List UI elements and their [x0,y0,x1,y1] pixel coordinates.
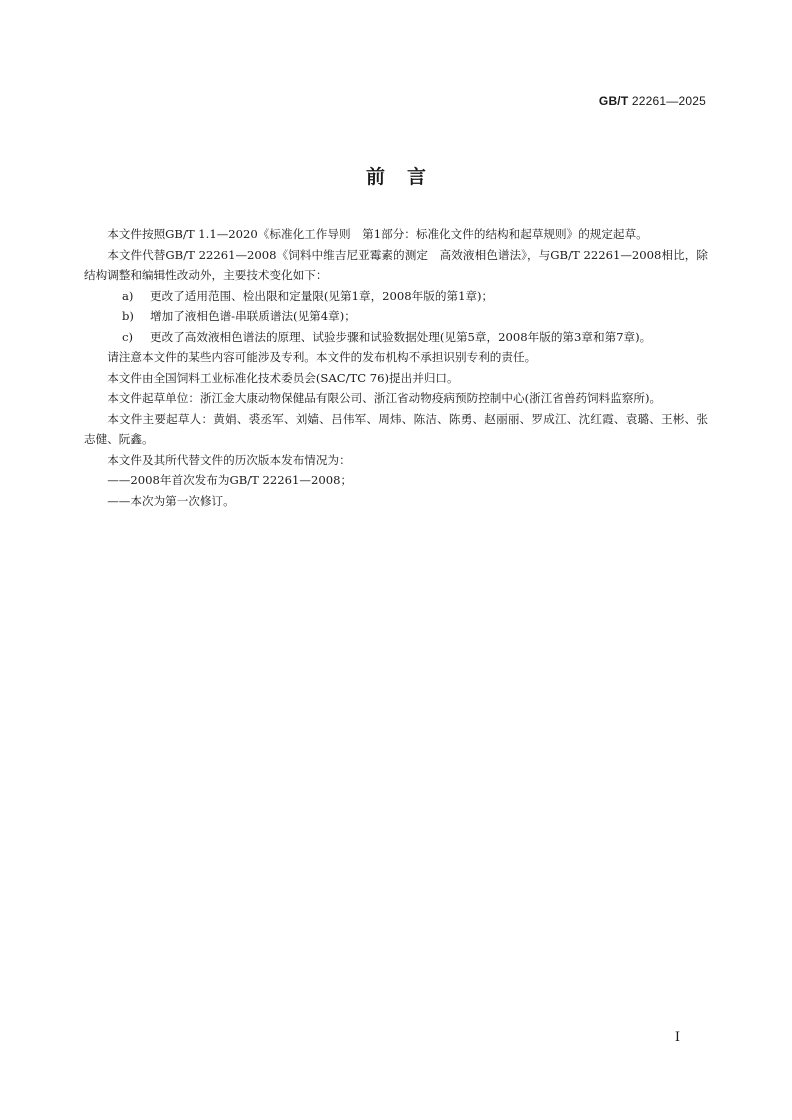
standard-code-prefix: GB/T [598,94,629,108]
standard-code [599,94,706,108]
list-item-text: 增加了液相色谱-串联质谱法(见第4章)； [150,309,356,323]
list-item-text: 更改了适用范围、检出限和定量限(见第1章，2008年版的第1章)； [150,288,494,303]
paragraph-patent-notice: 请注意本文件的某些内容可能涉及专利。本文件的发布机构不承担识别专利的责任。 [107,350,537,364]
list-item-text: 更改了高效液相色谱法的原理、试验步骤和试验数据处理(见第5章，2008年版的第3章和第7章)。 [150,329,652,344]
paragraph-proposer: 本文件由全国饲料工业标准化技术委员会(SAC/TC 76)提出并归口。 [107,370,459,385]
page-number: I [674,1030,680,1045]
paragraph-drafting-rules: 本文件按照GB/T 1.1—2020《标准化工作导则 第1部分：标准化文件的结构和起草规则》的规定起草。 [107,227,648,241]
version-history-item: ——2008年首次发布为GB/T 22261—2008； [107,473,353,487]
paragraph-drafters: 本文件主要起草人：黄娟、裘丞军、刘嫱、吕伟军、周炜、陈洁、陈勇、赵丽丽、罗成江、沈红霞、袁璐、王彬、张志健、阮鑫。 [84,411,708,446]
paragraph-replacement: 本文件代替GB/T 22261—2008《饲料中维吉尼亚霉素的测定 高效液相色谱法》，与GB/T 22261—2008相比，除结构调整和编辑性改动外，主要技术变化如下： [84,247,708,282]
standard-code-number: 22261—2025 [631,94,706,108]
list-item-label: b) [122,309,134,323]
page-title: 前言 [365,166,448,188]
list-item [84,286,708,307]
list-item-label: a) [122,288,134,303]
list-item-label: c) [122,329,134,344]
list-item [84,327,708,348]
paragraph-version-history: 本文件及其所代替文件的历次版本发布情况为： [107,452,351,467]
foreword-body [84,224,708,511]
paragraph-drafting-units: 本文件起草单位：浙江金大康动物保健品有限公司、浙江省动物疫病预防控制中心(浙江省兽药饲料监察所)。 [107,391,662,405]
list-item [84,306,708,327]
version-history-item: ——本次为第一次修订。 [107,493,235,508]
